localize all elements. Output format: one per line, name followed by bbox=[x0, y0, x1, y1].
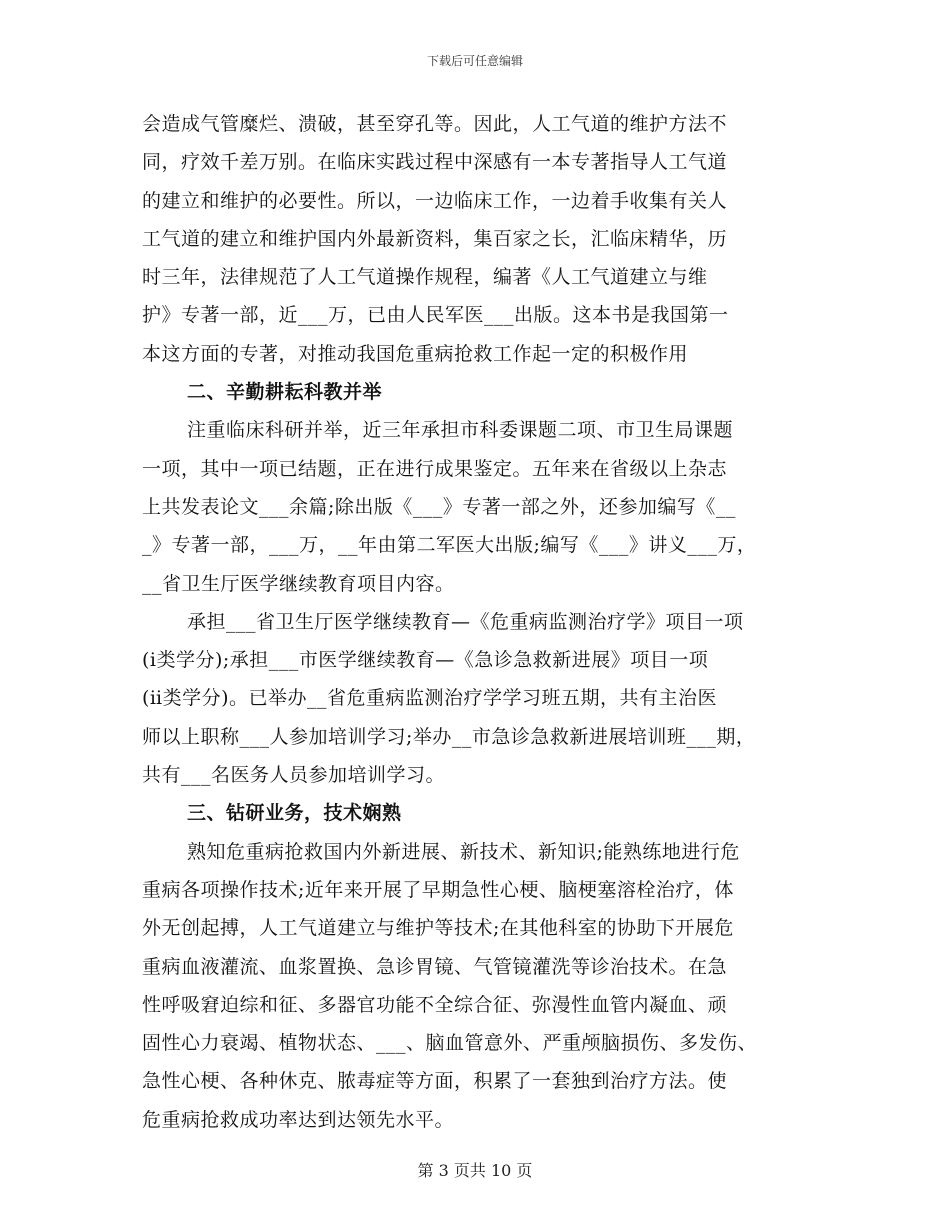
body-line: 熟知危重病抢救国内外新进展、新技术、新知识;能熟练地进行危 bbox=[187, 840, 740, 863]
body-line: __省卫生厅医学继续教育项目内容。 bbox=[142, 572, 455, 595]
body-line: 重病各项操作技术;近年来开展了早期急性心梗、脑梗塞溶栓治疗，体 bbox=[142, 878, 734, 901]
body-line: 会造成气管糜烂、溃破，甚至穿孔等。因此，人工气道的维护方法不 bbox=[142, 113, 728, 135]
body-line: 工气道的建立和维护国内外最新资料，集百家之长，汇临床精华，历 bbox=[142, 227, 728, 250]
body-line: 重病血液灌流、血浆置换、急诊胃镜、气管镜灌洗等诊治技术。在急 bbox=[142, 955, 728, 978]
body-line: _》专著一部，___万，__年由第二军医大出版;编写《___》讲义___万， bbox=[142, 534, 757, 557]
body-line: 同，疗效千差万别。在临床实践过程中深感有一本专著指导人工气道 bbox=[142, 151, 728, 174]
body-line: 性呼吸窘迫综和征、多器官功能不全综合征、弥漫性血管内凝血、顽 bbox=[142, 993, 728, 1016]
body-line: 共有___名医务人员参加培训学习。 bbox=[142, 764, 446, 787]
section-heading-3: 三、钻研业务，技术娴熟 bbox=[187, 802, 402, 825]
body-line: (ⅰ类学分);承担___市医学继续教育—《急诊急救新进展》项目一项 bbox=[142, 649, 709, 672]
body-line: 固性心力衰竭、植物状态、___、脑血管意外、严重颅脑损伤、多发伤、 bbox=[142, 1032, 758, 1055]
body-line: 外无创起搏，人工气道建立与维护等技术;在其他科室的协助下开展危 bbox=[142, 917, 734, 940]
body-line: 护》专著一部，近___万，已由人民军医___出版。这本书是我国第一 bbox=[142, 304, 729, 327]
body-line: 注重临床科研并举，近三年承担市科委课题二项、市卫生局课题 bbox=[187, 419, 734, 442]
section-heading-2: 二、辛勤耕耘科教并举 bbox=[187, 381, 383, 404]
body-line: (ⅱ类学分)。已举办__省危重病监测治疗学学习班五期，共有主治医 bbox=[142, 687, 717, 710]
body-line: 急性心梗、各种休克、脓毒症等方面，积累了一套独到治疗方法。使 bbox=[142, 1070, 728, 1093]
document-body bbox=[142, 105, 822, 1139]
page-footer: 第 3 页共 10 页 bbox=[417, 1161, 533, 1180]
body-line: 师以上职称___人参加培训学习;举办__市急诊急救新进展培训班___期， bbox=[142, 725, 756, 748]
page-header: 下载后可任意编辑 bbox=[426, 54, 523, 68]
body-line: 上共发表论文___余篇;除出版《___》专著一部之外，还参加编写《__ bbox=[142, 495, 736, 518]
body-line: 危重病抢救成功率达到达领先水平。 bbox=[142, 1108, 455, 1131]
body-line: 的建立和维护的必要性。所以，一边临床工作，一边着手收集有关人 bbox=[142, 189, 728, 212]
body-line: 时三年，法律规范了人工气道操作规程，编著《人工气道建立与维 bbox=[142, 266, 708, 289]
body-line: 本这方面的专著，对推动我国危重病抢救工作起一定的积极作用 bbox=[142, 342, 689, 365]
body-line: 承担___省卫生厅医学继续教育—《危重病监测治疗学》项目一项 bbox=[187, 610, 744, 633]
body-line: 一项，其中一项已结题，正在进行成果鉴定。五年来在省级以上杂志 bbox=[142, 457, 728, 480]
